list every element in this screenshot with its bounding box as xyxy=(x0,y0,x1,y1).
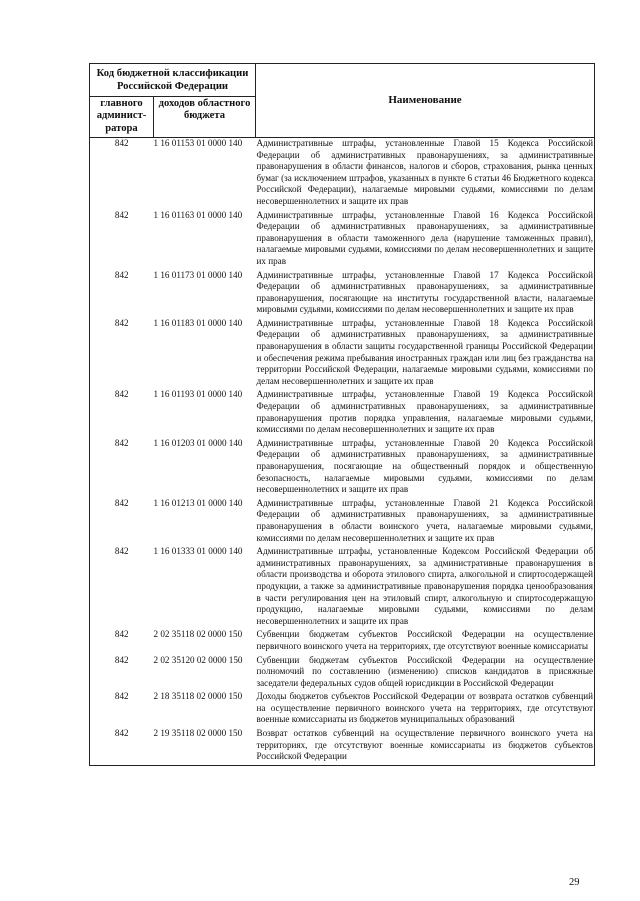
cell-admin: 842 xyxy=(90,498,154,546)
table-row xyxy=(90,438,595,498)
table-row xyxy=(90,655,595,692)
cell-name: Административные штрафы, установленные Главой 18 Кодекса Российской Федерации об административных правонарушениях, за административные правонарушения в области защиты государственной границы Российской Федерации и обеспечения режима пребывания иностранных граждан или лиц без гражданства на территории Российской Федерации, налагаемые мировыми судьями, комиссиями по делам несовершеннолетних и защите их прав xyxy=(256,318,595,390)
cell-name: Возврат остатков субвенций на осуществление первичного воинского учета на территориях, где отсутствуют военные комиссариаты из бюджетов субъектов Российской Федерации xyxy=(256,728,595,765)
cell-name: Административные штрафы, установленные Главой 16 Кодекса Российской Федерации об административных правонарушениях, за административные правонарушения в области таможенного дела (нарушение таможенных правил), налагаемые мировыми судьями, комиссиями по делам несовершеннолетних и защите их прав xyxy=(256,210,595,270)
cell-admin: 842 xyxy=(90,210,154,270)
cell-name: Субвенции бюджетам субъектов Российской Федерации на осуществление первичного воинского учета на территориях, где отсутствуют военные комиссариаты xyxy=(256,629,595,654)
table-row xyxy=(90,318,595,390)
table-header xyxy=(90,64,595,138)
cell-name: Доходы бюджетов субъектов Российской Федерации от возврата остатков субвенций на осуществление первичного воинского учета на территориях, где отсутствуют военные комиссариаты из бюджетов муниципальных образований xyxy=(256,691,595,728)
header-income: доходов областного бюджета xyxy=(154,96,256,137)
cell-code: 2 19 35118 02 0000 150 xyxy=(154,728,256,765)
cell-admin: 842 xyxy=(90,728,154,765)
budget-classification-table xyxy=(89,63,595,766)
cell-code: 1 16 01333 01 0000 140 xyxy=(153,546,243,557)
cell-code: 1 16 01183 01 0000 140 xyxy=(153,317,243,328)
cell-name: Административные штрафы, установленные Главой 17 Кодекса Российской Федерации об административных правонарушениях, за административные правонарушения, посягающие на институты государственной власти, налагаемые мировыми судьями, комиссиями по делам несовершеннолетних и защите их прав xyxy=(256,270,595,318)
table-row xyxy=(90,691,595,728)
cell-admin: 842 xyxy=(90,655,154,692)
cell-code: 1 16 01173 01 0000 140 xyxy=(153,269,243,280)
cell-name: Административные штрафы, установленные Главой 15 Кодекса Российской Федерации об административных правонарушениях, за административные правонарушения в области финансов, налогов и сборов, страхования, рынка ценных бумаг (за исключением штрафов, указанных в пункте 6 статьи 46 Бюджетного кодекса Российской Федерации), налагаемые мировыми судьями, комиссиями по делам несовершеннолетних и защите их прав xyxy=(256,137,595,209)
table-row xyxy=(90,389,595,437)
cell-admin: 842 xyxy=(90,438,154,498)
table-row xyxy=(90,546,595,629)
header-admin: главного админист-ратора xyxy=(90,96,154,137)
cell-admin: 842 xyxy=(90,318,154,390)
page-number: 29 xyxy=(569,877,580,888)
table-body xyxy=(90,137,595,765)
cell-name: Административные штрафы, установленные Главой 21 Кодекса Российской Федерации об административных правонарушениях, за административные правонарушения в области воинского учета, налагаемые мировыми судьями, комиссиями по делам несовершеннолетних и защите их прав xyxy=(256,498,595,546)
cell-code: 1 16 01193 01 0000 140 xyxy=(153,389,243,400)
cell-code: 1 16 01163 01 0000 140 xyxy=(153,209,243,220)
table-row xyxy=(90,137,595,209)
cell-code: 2 18 35118 02 0000 150 xyxy=(153,691,243,702)
table-row xyxy=(90,629,595,654)
header-name: Наименование xyxy=(256,64,595,138)
cell-admin: 842 xyxy=(90,546,154,629)
cell-admin: 842 xyxy=(90,691,154,728)
cell-name: Административные штрафы, установленные Главой 19 Кодекса Российской Федерации об административных правонарушениях, за административные правонарушения против порядка управления, налагаемые мировыми судьями, комиссиями по делам несовершеннолетних и защите их прав xyxy=(256,389,595,437)
cell-name: Административные штрафы, установленные Кодексом Российской Федерации об административных правонарушениях, за административные правонарушения в области производства и оборота этилового спирта, алкогольной и спиртосодержащей продукции, а также за административные правонарушения порядка ценообразования в части регулирования цен на этиловый спирт, алкогольную и спиртосодержащую продукцию, налагаемые мировыми судьями, комиссиями по делам несовершеннолетних и защите их прав xyxy=(256,546,595,629)
cell-code: 2 02 35120 02 0000 150 xyxy=(153,654,243,665)
cell-code: 1 16 01153 01 0000 140 xyxy=(153,137,243,148)
cell-code: 2 02 35118 02 0000 150 xyxy=(153,629,243,640)
table-row xyxy=(90,728,595,765)
cell-name: Субвенции бюджетам субъектов Российской Федерации на осуществление полномочий по составлению (изменению) списков кандидатов в присяжные заседатели федеральных судов общей юрисдикции в Российской Федерации xyxy=(256,655,595,692)
table-row xyxy=(90,210,595,270)
cell-code: 1 16 01203 01 0000 140 xyxy=(153,437,243,448)
cell-name: Административные штрафы, установленные Главой 20 Кодекса Российской Федерации об административных правонарушениях, за административные правонарушения, посягающие на общественный порядок и общественную безопасность, налагаемые мировыми судьями, комиссиями по делам несовершеннолетних и защите их прав xyxy=(256,438,595,498)
cell-admin: 842 xyxy=(90,629,154,654)
cell-admin: 842 xyxy=(90,137,154,209)
table-row xyxy=(90,270,595,318)
cell-admin: 842 xyxy=(90,270,154,318)
header-code-group: Код бюджетной классификации Российской Федерации xyxy=(90,64,256,97)
cell-code: 1 16 01213 01 0000 140 xyxy=(153,497,243,508)
cell-admin: 842 xyxy=(90,389,154,437)
table-row xyxy=(90,498,595,546)
